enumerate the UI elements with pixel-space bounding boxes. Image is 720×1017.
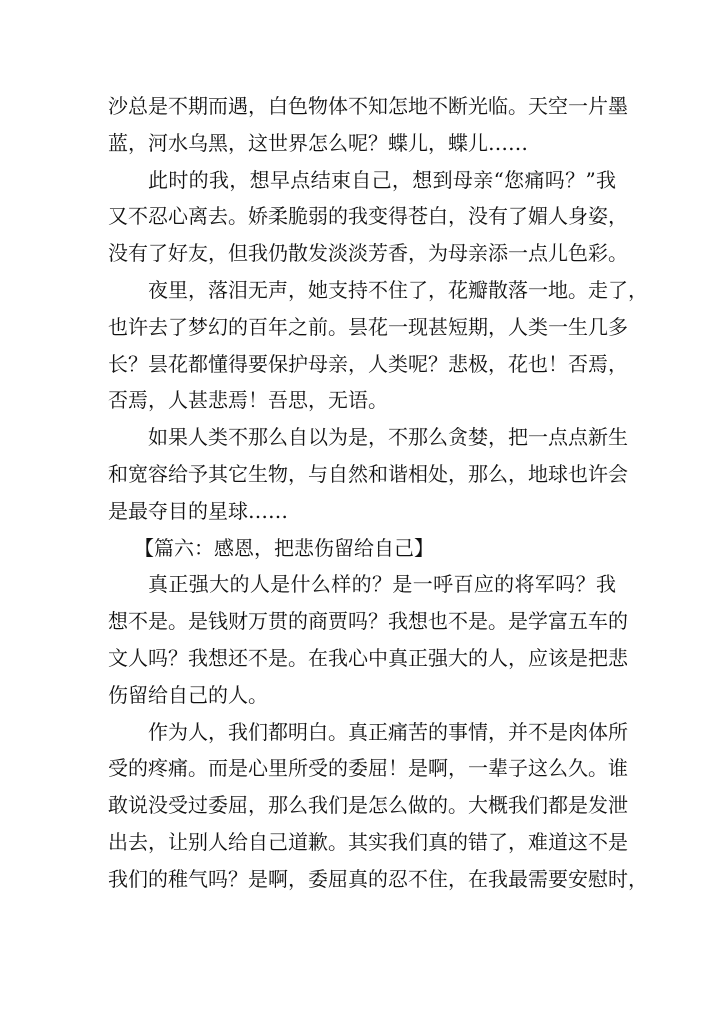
text-line: 想不是。是钱财万贯的商贾吗？我想也不是。是学富五车的 (108, 609, 628, 634)
text-line: 出去，让别人给自己道歉。其实我们真的错了，难道这不是 (108, 829, 628, 854)
text-line: 没有了好友，但我仍散发淡淡芳香，为母亲添一点儿色彩。 (108, 241, 628, 266)
section-heading: 【篇六：感恩，把悲伤留给自己】 (134, 535, 434, 560)
text-line: 作为人，我们都明白。真正痛苦的事情，并不是肉体所 (148, 719, 628, 744)
text-line: 敢说没受过委屈，那么我们是怎么做的。大概我们都是发泄 (108, 793, 628, 818)
text-line: 长？昙花都懂得要保护母亲，人类呢？悲极，花也！否焉， (108, 351, 628, 376)
text-line: 又不忍心离去。娇柔脆弱的我变得苍白，没有了媚人身姿， (108, 204, 628, 229)
text-line: 文人吗？我想还不是。在我心中真正强大的人，应该是把悲 (108, 645, 628, 670)
text-line: 我们的稚气吗？是啊，委屈真的忍不住，在我最需要安慰时， (108, 866, 648, 891)
text-line: 此时的我，想早点结束自己，想到母亲“您痛吗？”我 (148, 167, 616, 192)
text-line: 和宽容给予其它生物，与自然和谐相处，那么，地球也许会 (108, 461, 628, 486)
text-line: 受的疼痛。而是心里所受的委屈！是啊，一辈子这么久。谁 (108, 756, 628, 781)
text-line: 是最夺目的星球…… (108, 498, 288, 523)
text-line: 蓝，河水乌黑，这世界怎么呢？蝶儿，蝶儿…… (108, 130, 528, 155)
text-line: 也许去了梦幻的百年之前。昙花一现甚短期，人类一生几多 (108, 314, 628, 339)
text-line: 否焉，人甚悲焉！吾思，无语。 (108, 388, 388, 413)
text-line: 真正强大的人是什么样的？是一呼百应的将军吗？我 (148, 572, 616, 597)
text-line: 夜里，落泪无声，她支持不住了，花瓣散落一地。走了， (148, 277, 648, 302)
text-line: 如果人类不那么自以为是，不那么贪婪，把一点点新生 (148, 425, 628, 450)
text-line: 沙总是不期而遇，白色物体不知怎地不断光临。天空一片墨 (108, 94, 628, 118)
document-body (108, 88, 648, 898)
text-line: 伤留给自己的人。 (108, 682, 268, 707)
